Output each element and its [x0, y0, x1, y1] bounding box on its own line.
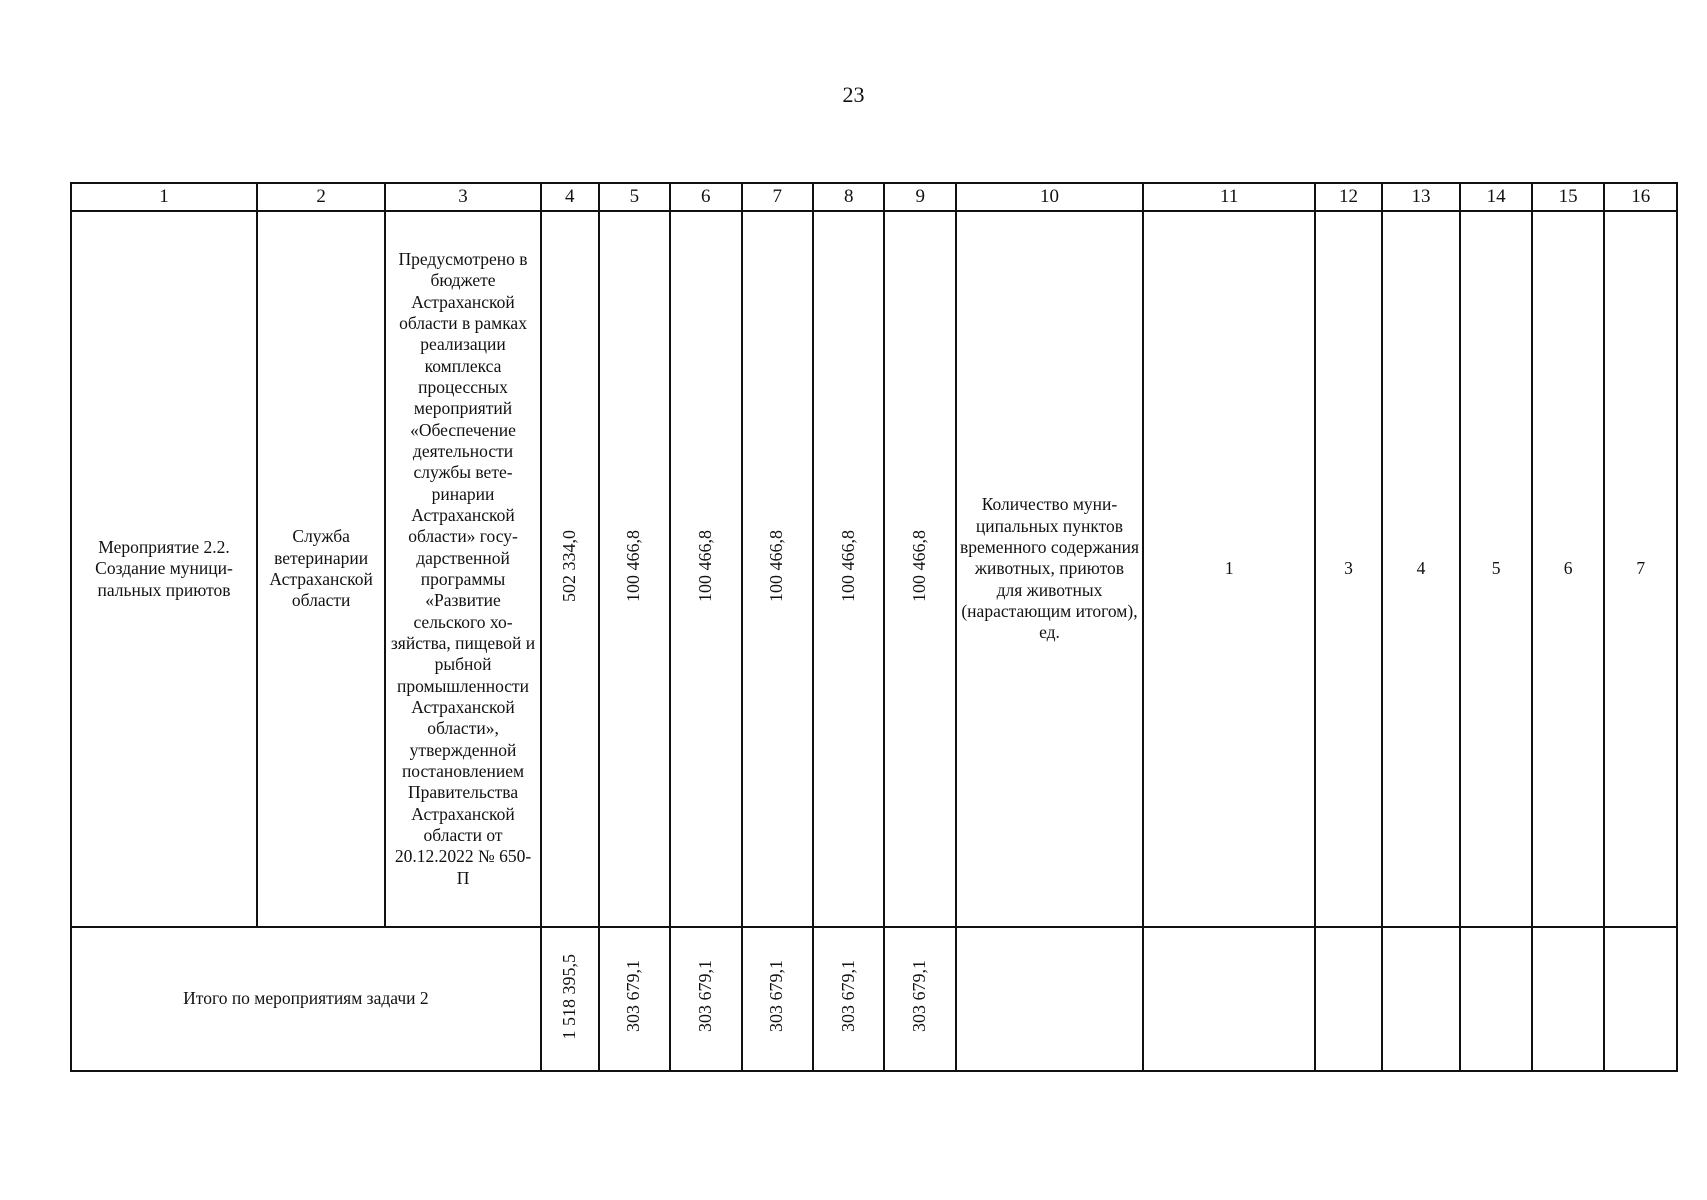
column-number: 10 [956, 183, 1143, 211]
funding-source [385, 211, 541, 927]
year-cell [599, 927, 670, 1071]
empty-cell [1532, 927, 1605, 1071]
indicator-text: Количество муниципальных пунктов временного содержания животных, приютов для животных (нарастающим итогом), ед. [959, 494, 1139, 643]
total-label: Итого по мероприятиям задачи 2 [71, 927, 541, 1071]
indicator [956, 211, 1143, 927]
target-value: 6 [1532, 211, 1605, 927]
column-number: 16 [1604, 183, 1677, 211]
year-cell [670, 211, 741, 927]
year-cell [813, 211, 884, 927]
empty-cell [956, 927, 1143, 1071]
executor [257, 211, 385, 927]
year-cell [813, 927, 884, 1071]
year-value: 100 466,8 [837, 530, 858, 603]
target-value: 3 [1315, 211, 1381, 927]
year-cell [599, 211, 670, 927]
target-value: 4 [1382, 211, 1461, 927]
column-number: 2 [257, 183, 385, 211]
year-total-value: 303 679,1 [766, 960, 787, 1033]
column-number: 15 [1532, 183, 1605, 211]
header-row [71, 183, 1677, 211]
event-name-text: Мероприятие 2.2. Создание муниципальных приютов [95, 536, 233, 600]
year-cell [884, 211, 955, 927]
program-table [70, 182, 1678, 1072]
year-total-value: 303 679,1 [837, 960, 858, 1033]
year-value: 100 466,8 [694, 530, 715, 603]
column-number: 7 [742, 183, 813, 211]
year-cell [742, 211, 813, 927]
total-row [71, 927, 1677, 1071]
year-total-value: 303 679,1 [694, 960, 715, 1033]
column-number: 1 [71, 183, 257, 211]
column-number: 6 [670, 183, 741, 211]
column-number: 12 [1315, 183, 1381, 211]
column-number: 14 [1460, 183, 1531, 211]
year-cell [742, 927, 813, 1071]
column-number: 3 [385, 183, 541, 211]
base-value: 1 [1143, 211, 1315, 927]
empty-cell [1382, 927, 1461, 1071]
column-number: 5 [599, 183, 670, 211]
page-number: 23 [842, 82, 865, 107]
grand-total-value: 1 518 395,5 [558, 953, 579, 1040]
column-number: 8 [813, 183, 884, 211]
column-number: 11 [1143, 183, 1315, 211]
year-value: 100 466,8 [909, 530, 930, 603]
year-value: 100 466,8 [623, 530, 644, 603]
target-value: 7 [1604, 211, 1677, 927]
total-cell [541, 211, 599, 927]
total-cell [541, 927, 599, 1071]
funding-source-text: Предусмотрено в бюджете Астраханской области в рамках реализации комплекса процессных мероприятий «Обеспечение деятельности службы ветеринарии Астраханской области» государственной программы «Развитие сельского хозяйства, пищевой и рыбной промышленности Астраханской области», утвержденной постановлением Правительства Астраханской области от 20.12.2022 № 650-П [390, 248, 536, 888]
column-number: 9 [884, 183, 955, 211]
empty-cell [1143, 927, 1315, 1071]
year-cell [884, 927, 955, 1071]
empty-cell [1460, 927, 1531, 1071]
column-number: 13 [1382, 183, 1461, 211]
empty-cell [1604, 927, 1677, 1071]
target-value: 5 [1460, 211, 1531, 927]
year-total-value: 303 679,1 [623, 960, 644, 1033]
table-row [71, 211, 1677, 927]
executor-text: Служба ветеринарии Астраханской области [269, 526, 373, 611]
event-name [71, 211, 257, 927]
year-cell [670, 927, 741, 1071]
column-number: 4 [541, 183, 599, 211]
year-total-value: 303 679,1 [909, 960, 930, 1033]
empty-cell [1315, 927, 1381, 1071]
total-value: 502 334,0 [558, 530, 579, 603]
year-value: 100 466,8 [766, 530, 787, 603]
